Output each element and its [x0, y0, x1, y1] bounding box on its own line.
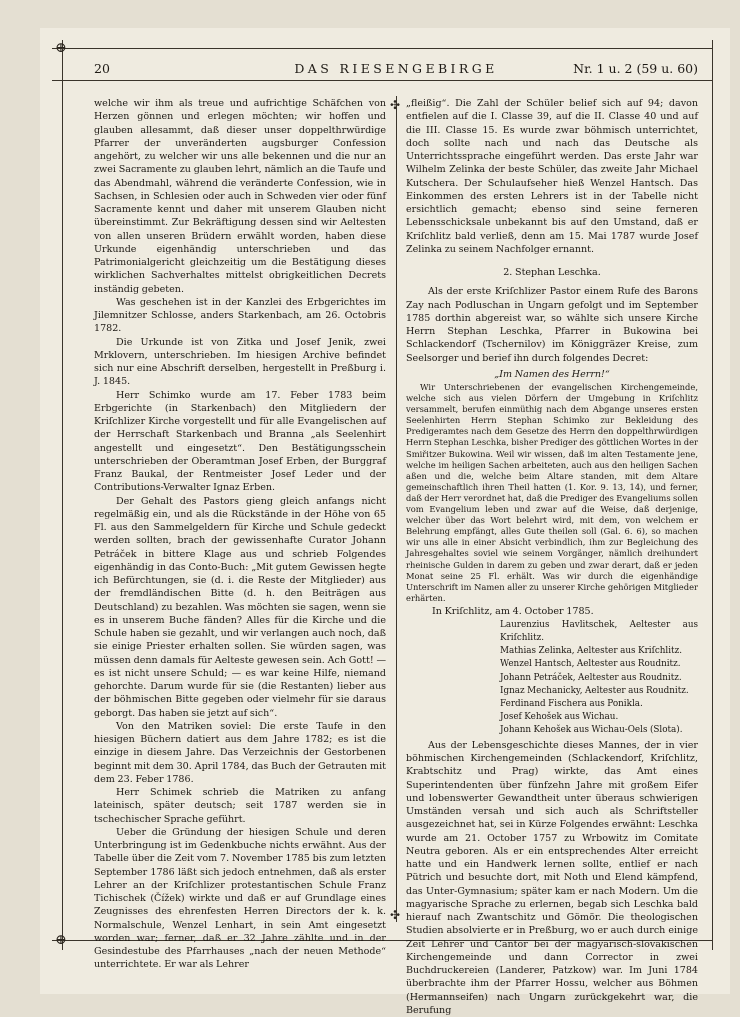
left-column	[94, 97, 386, 972]
paragraph: welche wir ihm als treue und aufrichtige Schäfchen von Herzen gönnen und erlegen möchten; wir hoffen und glauben allesammt, daß dieser unser doppelthrwürdige Pfarrer der unveränderten augsburger Confession angehört, zu welcher wir uns alle bekennen und die nur an zwei Sacramente zu glauben lehrt, nämlich an die Taufe und das Abendmahl, während die veränderte Confession, wie in Sachsen, in Schlesien oder auch in Schweden vier oder fünf Sacramente kennt und daher mit unserem Glauben nicht übereinstimmt. Zur Bekräftigung dessen sind wir Aeltesten von allen unseren Brüdern erwählt worden, haben diese Urkunde eigenhändig unterschrieben und das Patrimonialgericht gleichzeitig um die Bestätigung dieses wirklichen Sachverhaltes mittelst obrigkeitlichen Decrets inständig gebeten.	[94, 98, 386, 295]
column-ornament-bottom: ✣	[390, 908, 401, 922]
paragraph: Der Gehalt des Pastors gieng gleich anfangs nicht regelmäßig ein, und als die Rückstände in der Höhe von 65 Fl. aus den Sammelgeldern für Kirche und Schule gedeckt werden sollten, brach der gewissenhafte Curator Johann Petráček in bittere Klage aus und schrieb Folgendes eigenhändig in das Conto-Buch: „Mit gutem Gewissen hegte ich Befürchtungen, sie (d. i. die Reste der Mitglieder) aus der fremdländischen Bitte (d. h. den Beiträgen aus Deutschland) zu bezahlen. Was möchten sie sagen, wenn sie es in unserem Buche fänden? Alles für die Kirche und die Schule haben sie gezahlt, und wir verlangen auch noch, daß sie einige Priester erhalten sollen. Sie würden sagen, was müssen denn damals für Aelteste gewesen sein. Ach Gott! — es ist nicht unsere Schuld; — es war keine Hilfe, niemand gehorchte. Darum wurde für sie (die Restanten) lieber aus der böhmischen Bitte gegeben oder vielmehr für sie daraus geborgt. Das haben sie jetzt auf sich“.	[94, 495, 386, 719]
registration-mark-bottom: ⊕	[55, 932, 67, 948]
issue-number: Nr. 1 u. 2 (59 u. 60)	[573, 61, 698, 76]
paragraph: Herr Schimek schrieb die Matriken zu anfang lateinisch, später deutsch; seit 1787 werden sie in tschechischer Sprache geführt.	[94, 787, 386, 825]
paragraph: Was geschehen ist in der Kanzlei des Erbgerichtes im Jilemnitzer Schlosse, anders Starkenbach, am 26. Octobris 1782.	[94, 296, 386, 335]
journal-title: DAS RIESENGEBIRGE	[294, 61, 498, 76]
decree-text: Wir Unterschriebenen der evangelischen Kirchengemeinde, welche sich aus vielen Dörfern der Umgebung in Kriſchlitz versammelt, berufen einmüthig nach dem Abgange unseres ersten Seelenhirten Herrn Stephan Schimko zur Bekleidung des Predigeramtes nach dem Gesetze des Herrn den doppelthrwürdigen Herrn Stephan Leschka, bisher Prediger des göttlichen Wortes in der Smiřitzer Bukowina. Weil wir wissen, daß im alten Testamente jene, welche im heiligen Sachen arbeiteten, auch aus den heiligen Sachen aßen und die, welche beim Altare standen, mit dem Altare gemeinschaftlich ihren Theil hatten (1. Kor. 9. 13, 14), und ferner, daß der Herr verordnet hat, daß die Prediger des Evangeliums sollen vom Evangelium leben und zwar auf die Weise, daß derjenige, welcher über das Wort belehrt wird, mit dem, von welchem er Belehrung empfängt, alles Gute theilen soll (Gal. 6. 6), so machen wir uns alle in einer Absicht verbindlich, ihm zur Begleichung des Jahresgehaltes soviel wie seinem Vorgänger, nämlich dreihundert rheinische Gulden in darem zu geben und zwar derart, daß er jeden Monat seine 25 Fl. erhält. Was wir durch die eigenhändige Unterschrift im Namen aller zu unserer Kirche gehörigen Mitglieder erhärten.	[406, 382, 698, 603]
signature-line: Johann Kehošek aus Wichau-Oels (Slota).	[500, 724, 683, 735]
header-rule	[52, 80, 712, 81]
page-number: 20	[94, 61, 110, 76]
signature-line: Johann Petráček, Aeltester aus Roudnitz.	[500, 672, 682, 683]
signature-line: Laurenzius Havlitschek, Aeltester aus Kriſchlitz.	[500, 620, 698, 644]
paragraph: Herr Schimko wurde am 17. Feber 1783 beim Erbgerichte (in Starkenbach) den Mitgliedern der Kriſchlizer Kirche vorgestellt und für alle Evangelischen auf der Herrschaft Starkenbach und Branna „als Seelenhirt angestellt und eingesetzt“. Den Bestätigungsschein unterschrieben der Oberamtman Josef Erben, der Burggraf Franz Baukal, der Rentmeister Josef Leder und der Contributions-Verwalter Ignaz Erben.	[94, 389, 386, 494]
left-rule	[62, 40, 63, 950]
column-ornament-top: ✣	[390, 98, 401, 112]
signature-line: Wenzel Hantsch, Aeltester aus Roudnitz.	[500, 659, 681, 670]
signature-line: Mathias Zelinka, Aeltester aus Kriſchlitz.	[500, 646, 683, 657]
paragraph: Als der erste Kriſchlizer Pastor einem Rufe des Barons Zay nach Podluschan in Ungarn gefolgt und im September 1785 dorthin abgereist war, so wählte sich unsere Kirche Herrn Stephan Leschka, Pfarrer in Bukowina bei Schlackendorf (Tschernilov) im Königgräzer Kreise, zum Seelsorger und berief ihn durch folgendes Decret:	[406, 286, 698, 364]
section-heading: 2. Stephan Leschka.	[503, 267, 601, 278]
signature-line: Josef Kehošek aus Wichau.	[500, 711, 619, 722]
signature-line: Ferdinand Fischera aus Ponikla.	[500, 698, 643, 709]
column-rule	[396, 96, 397, 922]
running-header	[94, 61, 698, 77]
paragraph: Ueber die Gründung der hiesigen Schule und deren Unterbringung ist im Gedenkbuche nichts erwähnt. Aus der Tabelle über die Zeit vom 7. November 1785 bis zum letzten September 1786 läßt sich jedoch entnehmen, daß als erster Lehrer an der Kriſchlizer protestantischen Schule Franz Tichischek (Čížek) wirkte und daß er auf Grundlage eines Zeugnisses des ehrenfesten Herren Directors der k. k. Normalschule, Wenzel Lenhart, in sein Amt eingesetzt worden war; ferner, daß er 32 Jahre zählte und in der Gesindestube des Pfarrhauses „nach der neuen Methode“ unterrichtete. Er war als Lehrer	[94, 826, 386, 971]
right-rule	[712, 40, 713, 950]
right-column	[406, 97, 698, 1017]
decree-title: „Im Namen des Herrn!“	[494, 368, 610, 380]
paragraph: „fleißig“. Die Zahl der Schüler belief sich auf 94; davon entfielen auf die I. Classe 39, auf die II. Classe 40 und auf die III. Classe 15. Es wurde zwar böhmisch unterrichtet, doch sollte nach und nach das Deutsche als Unterrichtssprache eingeführt werden. Das erste Jahr war Wilhelm Zelinka der beste Schüler, das zweite Jahr Michael Kutschera. Der Schulaufseher hieß Wenzel Hantsch. Das Einkommen des ersten Lehrers ist in der Tabelle nicht ersichtlich gemacht; ebenso sind seine ferneren Lebensschicksale unbekannt bis auf den Umstand, daß er Kriſchlitz bald verließ, denn am 15. Mai 1787 wurde Josef Zelinka zu seinem Nachfolger ernannt.	[406, 98, 698, 255]
decree-dateline: In Kriſchlitz, am 4. October 1785.	[432, 605, 594, 617]
registration-mark-top: ⊕	[55, 40, 67, 56]
paragraph: Die Urkunde ist von Zitka und Josef Jenik, zwei Mrklovern, unterschrieben. Im hiesigen Archive befindet sich nur eine Abschrift derselben, hergestellt in Preßburg i. J. 1845.	[94, 336, 386, 388]
paragraph: Aus der Lebensgeschichte dieses Mannes, der in vier böhmischen Kirchengemeinden (Schlackendorf, Kriſchlitz, Krabtschitz und Prag) wirkte, das Amt eines Superintendenten über fünfzehn Jahre mit großem Eifer und lobenswerter Gewandtheit unter überaus schwierigen Umständen versah und sich auch als Schriftsteller ausgezeichnet hat, sei in Kürze Folgendes erwähnt: Leschka wurde am 21. October 1757 zu Wrbowitz im Comitate Neutra geboren. Als er ein entsprechendes Alter erreicht hatte und ein Handwerk lernen sollte, entlief er nach Pütrich und besuchte dort, mit Noth und Elend kämpfend, das Unter-Gymnasium; später kam er nach Modern. Um die magyarische Sprache zu erlernen, begab sich Leschka bald hierauf nach Zwantschitz und Gömör. Die theologischen Studien absolvierte er in Preßburg, wo er auch durch einige Zeit Lehrer und Cantor bei der magyarisch-slovakischen Kirchengemeinde und dann Corrector in zwei Buchdruckereien (Landerer, Patzkow) war. Im Juni 1784 überbrachte ihm der Pfarrer Hossu, welcher aus Böhmen (Hermannseifen) nach Ungarn zurückgekehrt war, die Berufung	[406, 739, 698, 1016]
paragraph: Von den Matriken soviel: Die erste Taufe in den hiesigen Büchern datiert aus dem Jahre 1782; es ist die einzige in diesem Jahre. Das Verzeichnis der Gestorbenen beginnt mit dem 30. April 1784, das Buch der Getrauten mit dem 23. Feber 1786.	[94, 720, 386, 785]
top-rule	[52, 48, 712, 49]
signature-line: Ignaz Mechanicky, Aeltester aus Roudnitz.	[500, 685, 689, 696]
